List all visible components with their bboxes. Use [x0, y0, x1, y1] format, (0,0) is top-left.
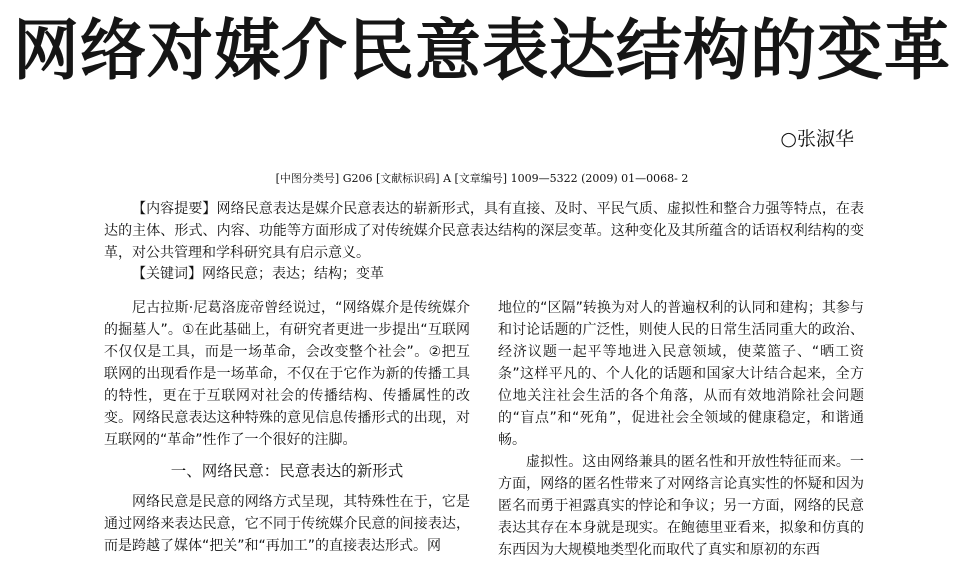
left-column — [104, 297, 470, 557]
keywords-label: 【关键词】 — [132, 266, 202, 282]
abstract-text: 网络民意表达是媒介民意表达的崭新形式，具有直接、及时、平民气质、虚拟性和整合力强等特点，在表达的主体、形式、内容、功能等方面形成了对传统媒介民意表达结构的深层变革。这种变化及其所蕴含的话语权利结构的变革，对公共管理和学科研究具有启示意义。 — [104, 201, 865, 261]
keywords — [104, 263, 864, 285]
keywords-text: 网络民意；表达；结构；变革 — [202, 266, 384, 282]
author-name: ○张淑华 — [780, 128, 854, 150]
body-paragraph: 虚拟性。这由网络兼具的匿名性和开放性特征而来。一方面，网络的匿名性带来了对网络言论真实性的怀疑和因为匿名而勇于袒露真实的悖论和争议；另一方面，网络的民意表达其存在本身就是现实。在鲍德里亚看来，拟象和仿真的东西因为大规模地类型化而取代了真实和原初的东西 — [498, 454, 864, 558]
article-title: 网络对媒介民意表达结构的变革 — [13, 12, 951, 89]
abstract — [104, 198, 864, 264]
abstract-label: 【内容提要】 — [132, 201, 217, 217]
body-paragraph: 尼古拉斯·尼葛洛庞帝曾经说过，“网络媒介是传统媒介的掘墓人”。①在此基础上，有研究者更进一步提出“互联网不仅仅是工具，而是一场革命，会改变整个社会”。②把互联网的出现看作是一场革命，不仅在于它作为新的传播工具的特性，更在于互联网对社会的传播结构、传播属性的改变。网络民意表达这种特殊的意见信息传播形式的出现，对互联网的“革命”性作了一个很好的注脚。 — [104, 300, 470, 448]
classification-line: [中图分类号] G206 [文献标识码] A [文章编号] 1009—5322 (2009) 01—0068- 2 — [275, 172, 689, 185]
right-column — [498, 297, 864, 561]
body-paragraph: 地位的“区隔”转换为对人的普遍权利的认同和建构；其参与和讨论话题的广泛性，则使人民的日常生活同重大的政治、经济议题一起平等地进入民意领域，使菜篮子、“晒工资条”这样平凡的、个人化的话题和国家大计结合起来，全方位地关注社会生活的各个角落，从而有效地消除社会问题的“盲点”和“死角”，促进社会全领域的健康稳定，和谐通畅。 — [498, 300, 864, 448]
section-heading: 一、网络民意：民意表达的新形式 — [170, 462, 404, 480]
body-paragraph: 网络民意是民意的网络方式呈现，其特殊性在于，它是通过网络来表达民意，它不同于传统媒介民意的间接表达，而是跨越了媒体“把关”和“再加工”的直接表达形式。网 — [104, 494, 470, 554]
